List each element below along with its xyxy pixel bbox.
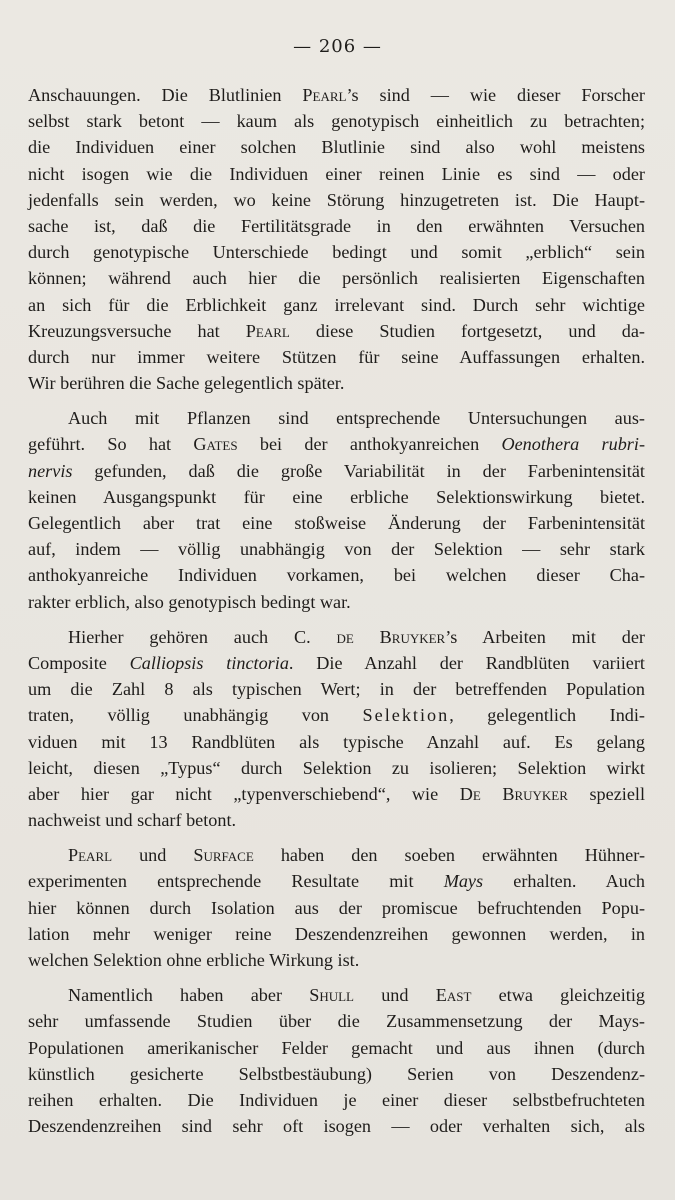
- text-line: jedenfalls sein werden, wo keine Störung hinzugetreten ist. Die Haupt-: [28, 189, 645, 210]
- paragraph-2: [28, 405, 645, 615]
- text-line: an sich für die Erblichkeit ganz irrelevant sind. Durch sehr wichtige: [28, 294, 645, 315]
- text-line: nicht isogen wie die Individuen einer reinen Linie es sind — oder: [28, 163, 645, 184]
- text-line: viduen mit 13 Randblüten als typische Anzahl auf. Es gelang: [28, 731, 645, 752]
- text-line: sehr umfassende Studien über die Zusammensetzung der Mays-: [28, 1011, 645, 1032]
- paragraph-5: [28, 982, 645, 1139]
- body-text: [28, 82, 645, 1148]
- text-line: Hierher gehören auch C. de Bruyker’s Arbeiten mit der: [68, 626, 645, 647]
- text-line: können; während auch hier die persönlich realisierten Eigenschaften: [28, 268, 645, 289]
- text-line: aber hier gar nicht „typenverschiebend“, wie De Bruyker speziell: [28, 783, 645, 804]
- text-line: rakter erblich, also genotypisch bedingt war.: [28, 591, 351, 612]
- text-line: reihen erhalten. Die Individuen je einer dieser selbstbefruchteten: [28, 1089, 645, 1110]
- text-line: Wir berühren die Sache gelegentlich später.: [28, 373, 345, 394]
- text-line: Anschauungen. Die Blutlinien Pearl’s sind — wie dieser Forscher: [28, 85, 645, 105]
- text-line: selbst stark betont — kaum als genotypisch einheitlich zu betrachten;: [28, 111, 645, 132]
- text-line: Populationen amerikanischer Felder gemacht und aus ihnen (durch: [28, 1037, 645, 1058]
- text-line: durch nur immer weitere Stützen für seine Auffassungen erhalten.: [28, 346, 645, 367]
- text-line: keinen Ausgangspunkt für eine erbliche Selektionswirkung bietet.: [28, 486, 645, 507]
- text-line: nachweist und scharf betont.: [28, 810, 237, 831]
- text-line: nervis gefunden, daß die große Variabilität in der Farbenintensität: [28, 460, 645, 481]
- paragraph-3: [28, 624, 645, 834]
- text-line: Deszendenzreihen sind sehr oft isogen — oder verhalten sich, als: [28, 1116, 645, 1137]
- text-line: geführt. So hat Gates bei der anthokyanreichen Oenothera rubri-: [28, 434, 645, 455]
- text-line: sache ist, daß die Fertilitätsgrade in den erwähnten Versuchen: [28, 215, 645, 236]
- text-line: künstlich gesicherte Selbstbestäubung) Serien von Deszendenz-: [28, 1063, 645, 1084]
- text-line: lation mehr weniger reine Deszendenzreihen gewonnen werden, in: [28, 923, 645, 944]
- text-line: Auch mit Pflanzen sind entsprechende Untersuchungen aus-: [68, 408, 645, 429]
- text-line: Composite Calliopsis tinctoria. Die Anzahl der Randblüten variiert: [28, 652, 645, 673]
- text-line: Gelegentlich aber trat eine stoßweise Änderung der Farbenintensität: [28, 513, 645, 533]
- text-line: traten, völlig unabhängig von Selektion, gelegentlich Indi-: [28, 705, 645, 726]
- text-line: Pearl und Surface haben den soeben erwähnten Hühner-: [68, 845, 646, 866]
- text-line: anthokyanreiche Individuen vorkamen, bei welchen dieser Cha-: [28, 565, 645, 586]
- paragraph-4: [28, 842, 645, 973]
- text-line: hier können durch Isolation aus der promiscue befruchtenden Popu-: [28, 897, 645, 918]
- text-line: welchen Selektion ohne erbliche Wirkung ist.: [28, 950, 360, 970]
- text-line: Namentlich haben aber Shull und East etwa gleichzeitig: [68, 985, 645, 1006]
- text-line: um die Zahl 8 als typischen Wert; in der betreffenden Population: [28, 679, 645, 700]
- text-line: durch genotypische Unterschiede bedingt und somit „erblich“ sein: [28, 242, 645, 263]
- text-line: experimenten entsprechende Resultate mit Mays erhalten. Auch: [28, 871, 645, 892]
- page-number: — 206 —: [293, 36, 382, 57]
- paragraph-1: [28, 82, 645, 396]
- text-line: leicht, diesen „Typus“ durch Selektion zu isolieren; Selektion wirkt: [28, 757, 645, 778]
- text-line: die Individuen einer solchen Blutlinie sind also wohl meistens: [28, 137, 645, 158]
- text-line: Kreuzungsversuche hat Pearl diese Studien fortgesetzt, und da-: [28, 320, 645, 341]
- text-line: auf, indem — völlig unabhängig von der Selektion — sehr stark: [28, 539, 645, 560]
